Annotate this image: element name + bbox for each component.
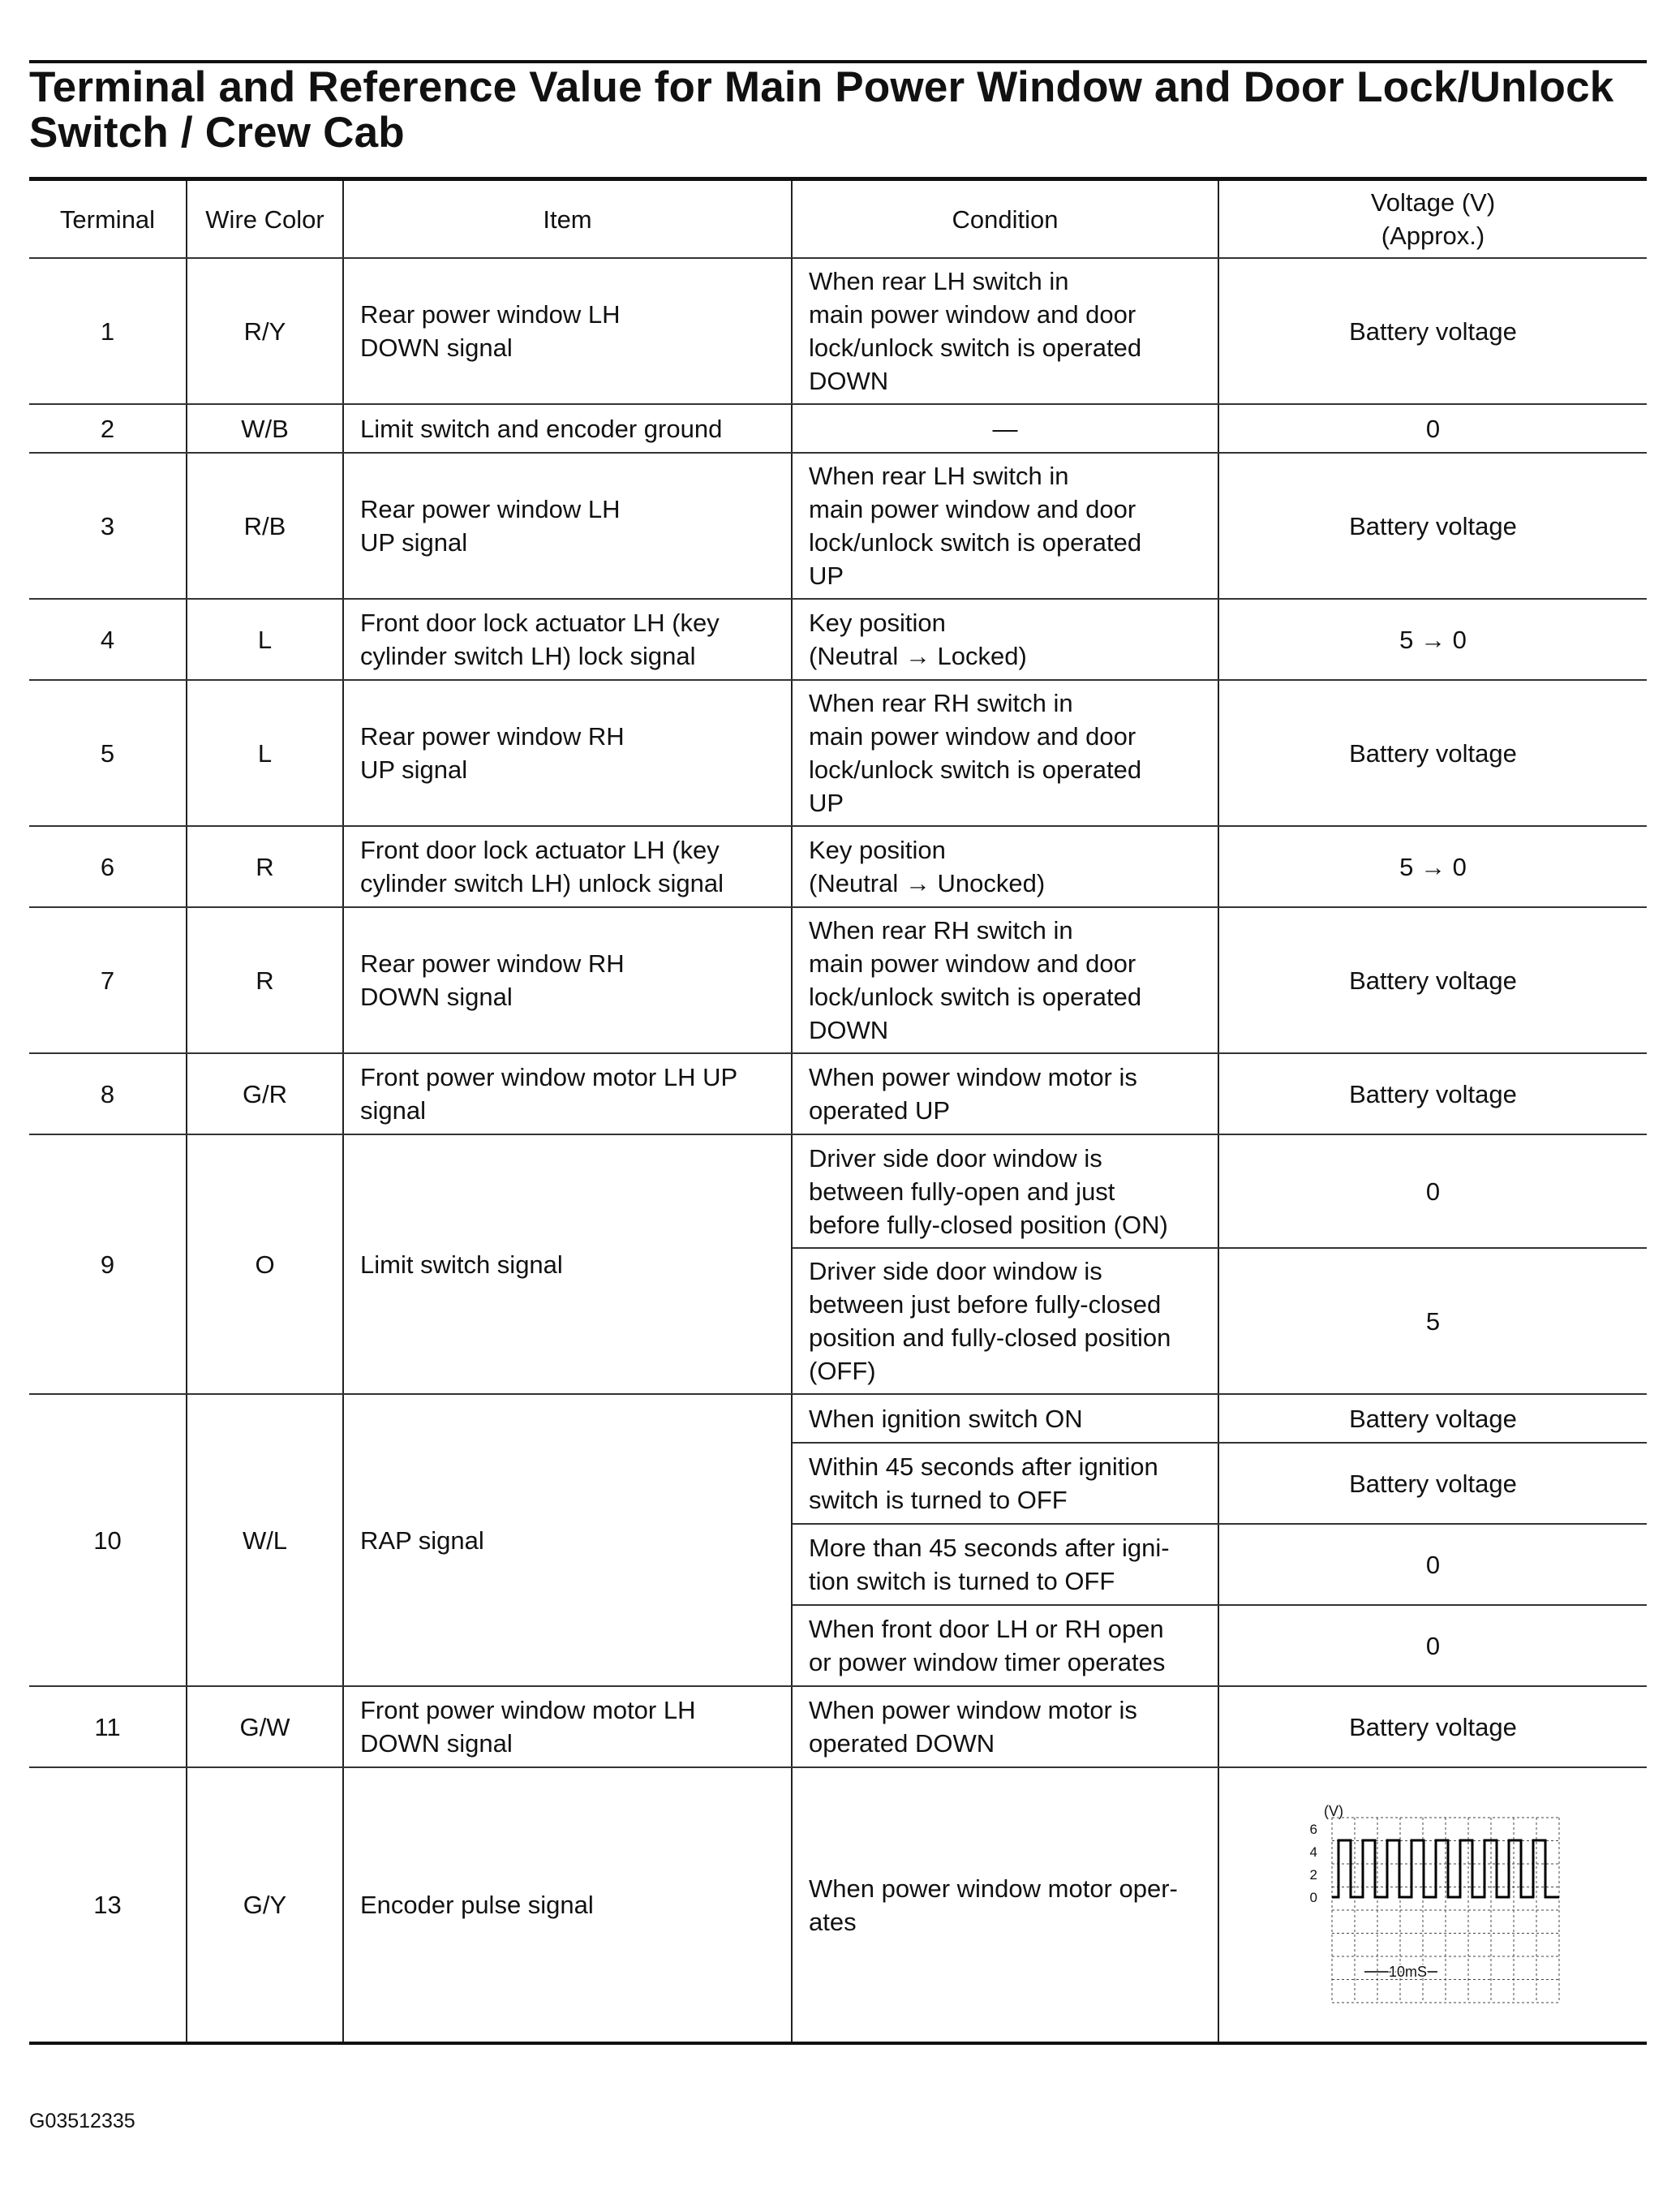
terminal-cell: 10 <box>29 1394 187 1686</box>
condition-cell <box>792 453 1218 599</box>
condition-cell-line: UP <box>809 789 844 817</box>
wire-color-cell: G/R <box>187 1053 343 1134</box>
voltage-cell: Battery voltage <box>1218 680 1647 826</box>
condition-cell-line: When rear RH switch in <box>809 916 1073 945</box>
condition-cell-line: between just before fully-closed <box>809 1290 1162 1319</box>
condition-cell-line: When rear LH switch in <box>809 462 1069 490</box>
condition-cell <box>792 1443 1218 1524</box>
condition-cell-line: lock/unlock switch is operated <box>809 983 1142 1011</box>
item-cell-line: DOWN signal <box>360 1729 513 1758</box>
condition-cell-line: Driver side door window is <box>809 1257 1102 1285</box>
condition-cell-line: main power window and door <box>809 949 1136 978</box>
condition-cell-line: More than 45 seconds after igni- <box>809 1534 1170 1562</box>
condition-cell-line: position and fully-closed position <box>809 1323 1171 1352</box>
condition-cell-line: DOWN <box>809 1016 889 1044</box>
condition-cell-line: ates <box>809 1907 857 1936</box>
wire-color-cell: W/B <box>187 404 343 453</box>
condition-cell <box>792 1524 1218 1605</box>
item-cell-line: Limit switch and encoder ground <box>360 414 723 443</box>
table-row <box>29 453 1647 599</box>
encoder-pulse-waveform <box>1300 1800 1567 2011</box>
item-cell-line: DOWN signal <box>360 983 513 1011</box>
y-tick-label: 2 <box>1309 1866 1317 1883</box>
item-cell <box>343 1686 792 1767</box>
condition-cell <box>792 1248 1218 1394</box>
wire-color-cell: R <box>187 907 343 1053</box>
wire-color-cell: G/Y <box>187 1767 343 2043</box>
condition-cell-line: Within 45 seconds after ignition <box>809 1452 1158 1481</box>
header-row <box>29 179 1647 259</box>
condition-cell-line: main power window and door <box>809 300 1136 329</box>
wire-color-cell: L <box>187 680 343 826</box>
table-body <box>29 258 1647 2043</box>
item-cell <box>343 826 792 907</box>
condition-cell-line: When rear LH switch in <box>809 267 1069 295</box>
condition-cell-line: lock/unlock switch is operated <box>809 528 1142 557</box>
item-cell-line: Rear power window LH <box>360 495 621 523</box>
item-cell-line: cylinder switch LH) unlock signal <box>360 869 724 897</box>
y-unit-label: (V) <box>1323 1802 1343 1819</box>
condition-cell-line: or power window timer operates <box>809 1648 1166 1676</box>
condition-cell-line: DOWN <box>809 367 889 395</box>
condition-cell-line: — <box>992 414 1018 443</box>
item-cell: Encoder pulse signal <box>343 1767 792 2043</box>
item-cell-line: Front door lock actuator LH (key <box>360 836 720 864</box>
voltage-cell: Battery voltage <box>1218 453 1647 599</box>
voltage-cell: 0 <box>1218 1524 1647 1605</box>
condition-cell-line: Key position <box>809 836 946 864</box>
table-row <box>29 826 1647 907</box>
condition-cell <box>792 1605 1218 1686</box>
item-cell <box>343 404 792 453</box>
voltage-cell: 0 <box>1218 1134 1647 1248</box>
table-row <box>29 1053 1647 1134</box>
wire-color-cell: L <box>187 599 343 680</box>
y-tick-label: 6 <box>1309 1821 1317 1837</box>
condition-cell-line: (Neutral → Locked) <box>809 642 1027 670</box>
terminal-table-container <box>29 177 1647 2045</box>
wire-color-cell: R/Y <box>187 258 343 404</box>
item-cell-line: Rear power window RH <box>360 949 625 978</box>
condition-cell-line: main power window and door <box>809 722 1136 751</box>
table-row <box>29 404 1647 453</box>
voltage-cell: 5 → 0 <box>1218 599 1647 680</box>
item-cell-line: cylinder switch LH) lock signal <box>360 642 696 670</box>
voltage-cell: Battery voltage <box>1218 907 1647 1053</box>
condition-cell-line: lock/unlock switch is operated <box>809 755 1142 784</box>
terminal-cell: 3 <box>29 453 187 599</box>
condition-cell-line: When rear RH switch in <box>809 689 1073 717</box>
table-row <box>29 258 1647 404</box>
condition-cell-line: operated DOWN <box>809 1729 995 1758</box>
table-row <box>29 680 1647 826</box>
condition-cell-line: Driver side door window is <box>809 1143 1102 1173</box>
wire-color-cell: W/L <box>187 1394 343 1686</box>
condition-cell <box>792 907 1218 1053</box>
condition-cell <box>792 1686 1218 1767</box>
item-cell <box>343 907 792 1053</box>
y-tick-label: 0 <box>1309 1889 1317 1905</box>
condition-cell-line: When power window motor is <box>809 1696 1137 1724</box>
condition-cell-line: When power window motor oper- <box>809 1874 1178 1903</box>
page-title <box>29 65 1647 156</box>
voltage-cell: Battery voltage <box>1218 1394 1647 1443</box>
table-row <box>29 1767 1647 2043</box>
item-cell-line: Front door lock actuator LH (key <box>360 609 720 637</box>
condition-cell <box>792 404 1218 453</box>
wire-color-cell: G/W <box>187 1686 343 1767</box>
item-cell <box>343 258 792 404</box>
condition-cell-line: lock/unlock switch is operated <box>809 333 1142 362</box>
table-row <box>29 599 1647 680</box>
condition-cell-line: When front door LH or RH open <box>809 1615 1164 1643</box>
terminal-cell: 8 <box>29 1053 187 1134</box>
condition-cell-line: main power window and door <box>809 495 1136 523</box>
voltage-cell: 0 <box>1218 1605 1647 1686</box>
item-cell-line: Front power window motor LH <box>360 1696 696 1724</box>
condition-cell <box>792 599 1218 680</box>
item-cell <box>343 680 792 826</box>
table-row <box>29 1134 1647 1248</box>
item-cell <box>343 1053 792 1134</box>
header-voltage-line1: Voltage (V) <box>1370 188 1496 217</box>
title-line-1: Terminal and Reference Value for Main Power Window and Door Lock/Unlock <box>29 63 1614 111</box>
terminal-cell: 2 <box>29 404 187 453</box>
table-row <box>29 1686 1647 1767</box>
time-scale-label: 10mS <box>1388 1963 1427 1980</box>
item-cell-line: Front power window motor LH UP <box>360 1063 738 1091</box>
condition-cell-line: before fully-closed position (ON) <box>809 1210 1168 1239</box>
header-voltage-line2: (Approx.) <box>1381 222 1485 250</box>
condition-cell-line: When ignition switch ON <box>809 1404 1083 1433</box>
condition-cell <box>792 258 1218 404</box>
terminal-cell: 6 <box>29 826 187 907</box>
condition-cell-line: (Neutral → Unocked) <box>809 869 1046 897</box>
item-cell-line: Rear power window RH <box>360 722 625 751</box>
voltage-cell: 0 <box>1218 404 1647 453</box>
condition-cell <box>792 826 1218 907</box>
condition-cell-line: between fully-open and just <box>809 1177 1115 1206</box>
terminal-cell: 9 <box>29 1134 187 1394</box>
terminal-cell: 11 <box>29 1686 187 1767</box>
terminal-cell: 4 <box>29 599 187 680</box>
header-item: Item <box>343 179 792 259</box>
item-cell-line: UP signal <box>360 528 468 557</box>
condition-cell-line: (OFF) <box>809 1357 876 1385</box>
y-tick-label: 4 <box>1309 1844 1317 1860</box>
terminal-cell: 7 <box>29 907 187 1053</box>
item-cell <box>343 599 792 680</box>
wire-color-cell: O <box>187 1134 343 1394</box>
item-cell: Limit switch signal <box>343 1134 792 1394</box>
figure-code: G03512335 <box>29 2110 135 2132</box>
condition-cell <box>792 1394 1218 1443</box>
wire-color-cell: R <box>187 826 343 907</box>
voltage-cell: 5 → 0 <box>1218 826 1647 907</box>
item-cell-line: UP signal <box>360 755 468 784</box>
condition-cell-line: When power window motor is <box>809 1063 1137 1091</box>
header-voltage <box>1218 179 1647 259</box>
header-wire-color: Wire Color <box>187 179 343 259</box>
terminal-cell: 5 <box>29 680 187 826</box>
voltage-cell: 5 <box>1218 1248 1647 1394</box>
table-row <box>29 1394 1647 1443</box>
terminal-reference-table <box>29 177 1647 2045</box>
condition-cell-line: Key position <box>809 609 946 637</box>
item-cell: RAP signal <box>343 1394 792 1686</box>
header-terminal: Terminal <box>29 179 187 259</box>
condition-cell <box>792 680 1218 826</box>
waveform-cell <box>1218 1767 1647 2043</box>
terminal-cell: 1 <box>29 258 187 404</box>
wire-color-cell: R/B <box>187 453 343 599</box>
condition-cell-line: operated UP <box>809 1096 951 1125</box>
title-line-2: Switch / Crew Cab <box>29 109 405 157</box>
condition-cell <box>792 1767 1218 2043</box>
terminal-cell: 13 <box>29 1767 187 2043</box>
voltage-cell: Battery voltage <box>1218 1443 1647 1524</box>
voltage-cell: Battery voltage <box>1218 1053 1647 1134</box>
item-cell <box>343 453 792 599</box>
condition-cell-line: tion switch is turned to OFF <box>809 1567 1115 1595</box>
table-row <box>29 907 1647 1053</box>
condition-cell <box>792 1053 1218 1134</box>
condition-cell-line: UP <box>809 562 844 590</box>
voltage-cell: Battery voltage <box>1218 258 1647 404</box>
condition-cell-line: switch is turned to OFF <box>809 1486 1068 1514</box>
condition-cell <box>792 1134 1218 1248</box>
voltage-cell: Battery voltage <box>1218 1686 1647 1767</box>
item-cell-line: signal <box>360 1096 426 1125</box>
header-condition: Condition <box>792 179 1218 259</box>
item-cell-line: DOWN signal <box>360 333 513 362</box>
item-cell-line: Rear power window LH <box>360 300 621 329</box>
